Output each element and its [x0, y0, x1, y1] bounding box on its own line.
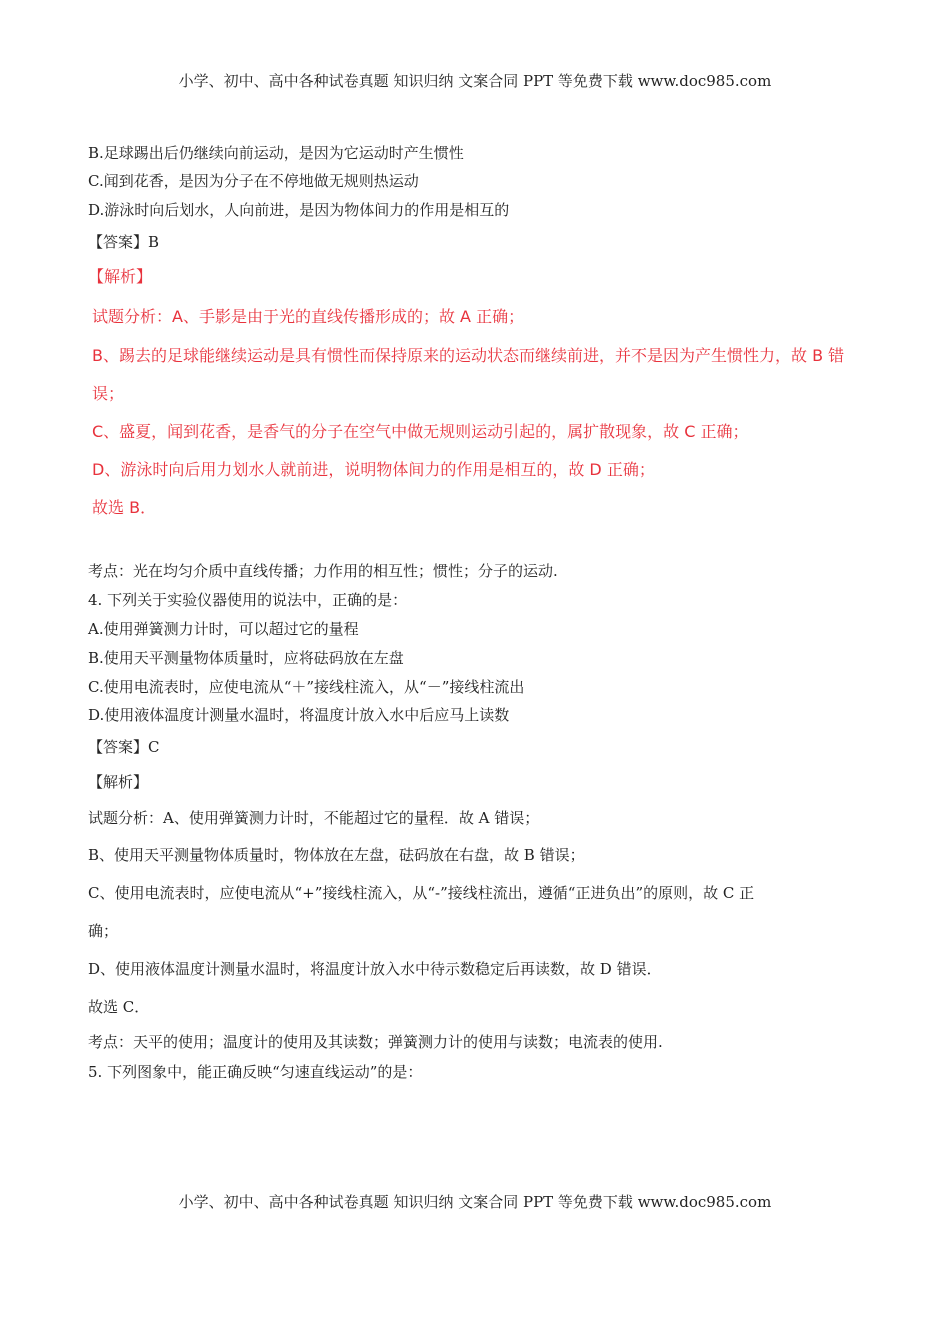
q4-option-a: A.使用弹簧测力计时，可以超过它的量程 [88, 620, 359, 638]
q4-analysis-line: C、使用电流表时，应使电流从“+”接线柱流入，从“-”接线柱流出，遵循“正进负出”的原则，故 C 正 [88, 884, 755, 902]
q4-stem: 4. 下列关于实验仪器使用的说法中，正确的是： [88, 591, 408, 609]
q4-analysis-line: 试题分析：A、使用弹簧测力计时，不能超过它的量程．故 A 错误； [88, 809, 540, 827]
q4-analysis-title: 【解析】 [88, 773, 149, 791]
page-header: 小学、初中、高中各种试卷真题 知识归纳 文案合同 PPT 等免费下载 www.doc985.com [178, 72, 772, 90]
q4-analysis-line: B、使用天平测量物体质量时，物体放在左盘，砝码放在右盘，故 B 错误； [88, 846, 585, 864]
q4-analysis-line: D、使用液体温度计测量水温时，将温度计放入水中待示数稳定后再读数，故 D 错误． [88, 960, 662, 978]
q4-option-c: C.使用电流表时，应使电流从“＋”接线柱流入，从“－”接线柱流出 [88, 678, 525, 696]
q3-answer: 【答案】B [88, 233, 160, 251]
q3-option-d: D.游泳时向后划水，人向前进，是因为物体间力的作用是相互的 [88, 201, 510, 219]
q4-option-d: D.使用液体温度计测量水温时，将温度计放入水中后应马上读数 [88, 706, 510, 724]
q3-analysis-line: 试题分析：A、手影是由于光的直线传播形成的；故 A 正确； [92, 307, 525, 326]
q4-analysis-line: 确； [88, 922, 119, 940]
q3-analysis-line: C、盛夏，闻到花香，是香气的分子在空气中做无规则运动引起的，属扩散现象，故 C 正确； [92, 422, 749, 441]
q4-kaodian: 考点：天平的使用；温度计的使用及其读数；弹簧测力计的使用与读数；电流表的使用. [88, 1033, 663, 1051]
page-footer: 小学、初中、高中各种试卷真题 知识归纳 文案合同 PPT 等免费下载 www.doc985.com [178, 1193, 772, 1211]
q3-kaodian: 考点：光在均匀介质中直线传播；力作用的相互性；惯性；分子的运动. [88, 562, 558, 580]
q4-option-b: B.使用天平测量物体质量时，应将砝码放在左盘 [88, 649, 404, 667]
q3-analysis-line: D、游泳时向后用力划水人就前进，说明物体间力的作用是相互的，故 D 正确； [92, 460, 655, 479]
q4-answer: 【答案】C [88, 738, 160, 756]
q3-analysis-line: 故选 B． [92, 498, 157, 517]
q3-analysis-line: 误； [92, 384, 125, 403]
q4-analysis-line: 故选 C． [88, 998, 150, 1016]
q3-option-b: B.足球踢出后仍继续向前运动，是因为它运动时产生惯性 [88, 144, 464, 162]
q3-option-c: C.闻到花香，是因为分子在不停地做无规则热运动 [88, 172, 419, 190]
q5-stem: 5. 下列图象中，能正确反映“匀速直线运动”的是： [88, 1063, 423, 1081]
q3-analysis-title: 【解析】 [88, 267, 153, 286]
q3-analysis-line: B、踢去的足球能继续运动是具有惯性而保持原来的运动状态而继续前进，并不是因为产生惯性力，故 B 错 [92, 346, 845, 365]
